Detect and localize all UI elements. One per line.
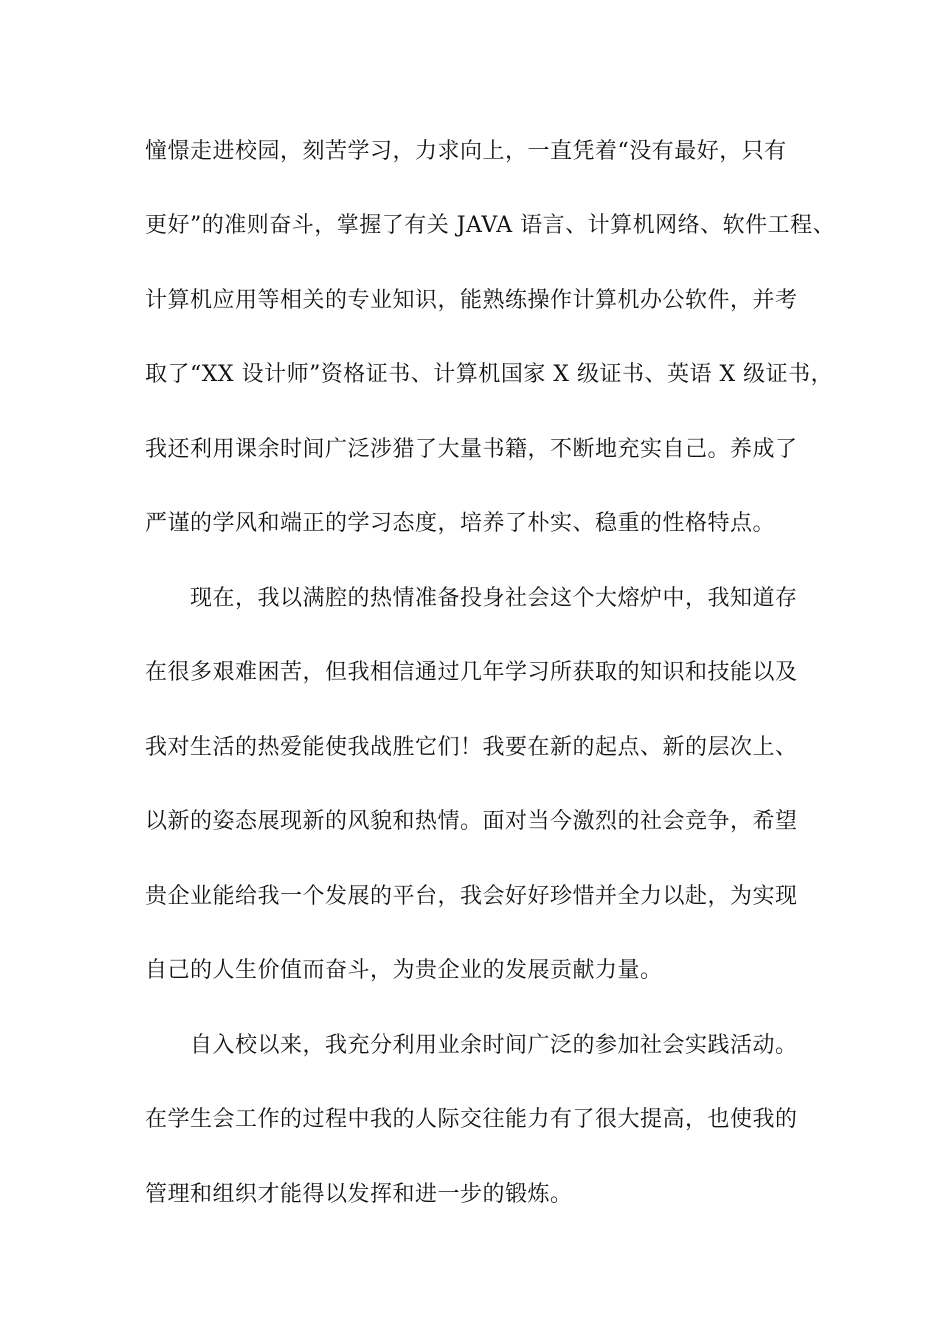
text-line: 在很多艰难困苦，但我相信通过几年学习所获取的知识和技能以及 [145, 660, 798, 685]
paragraph-first-line: 自入校以来，我充分利用业余时间广泛的参加社会实践活动。 [190, 1033, 798, 1058]
text-line: 以新的姿态展现新的风貌和热情。面对当今激烈的社会竞争，希望 [145, 809, 798, 834]
text-line: 管理和组织才能得以发挥和进一步的锻炼。 [145, 1182, 573, 1207]
text-line: 更好”的准则奋斗，掌握了有关 JAVA 语言、计算机网络、软件工程、 [145, 213, 836, 238]
text-line: 我还利用课余时间广泛涉猎了大量书籍，不断地充实自己。养成了 [145, 437, 798, 462]
text-line: 取了“XX 设计师”资格证书、计算机国家 X 级证书、英语 X 级证书， [145, 362, 834, 387]
text-line: 计算机应用等相关的专业知识，能熟练操作计算机办公软件，并考 [145, 288, 798, 313]
text-line: 严谨的学风和端正的学习态度，培养了朴实、稳重的性格特点。 [145, 511, 776, 536]
paragraph-first-line: 现在，我以满腔的热情准备投身社会这个大熔炉中，我知道存 [190, 586, 798, 611]
text-line: 自己的人生价值而奋斗，为贵企业的发展贡献力量。 [145, 958, 663, 983]
text-line: 贵企业能给我一个发展的平台，我会好好珍惜并全力以赴，为实现 [145, 884, 798, 909]
text-line: 在学生会工作的过程中我的人际交往能力有了很大提高，也使我的 [145, 1107, 798, 1132]
text-line: 憧憬走进校园，刻苦学习，力求向上，一直凭着“没有最好，只有 [145, 139, 787, 164]
text-line: 我对生活的热爱能使我战胜它们！我要在新的起点、新的层次上、 [145, 735, 798, 760]
